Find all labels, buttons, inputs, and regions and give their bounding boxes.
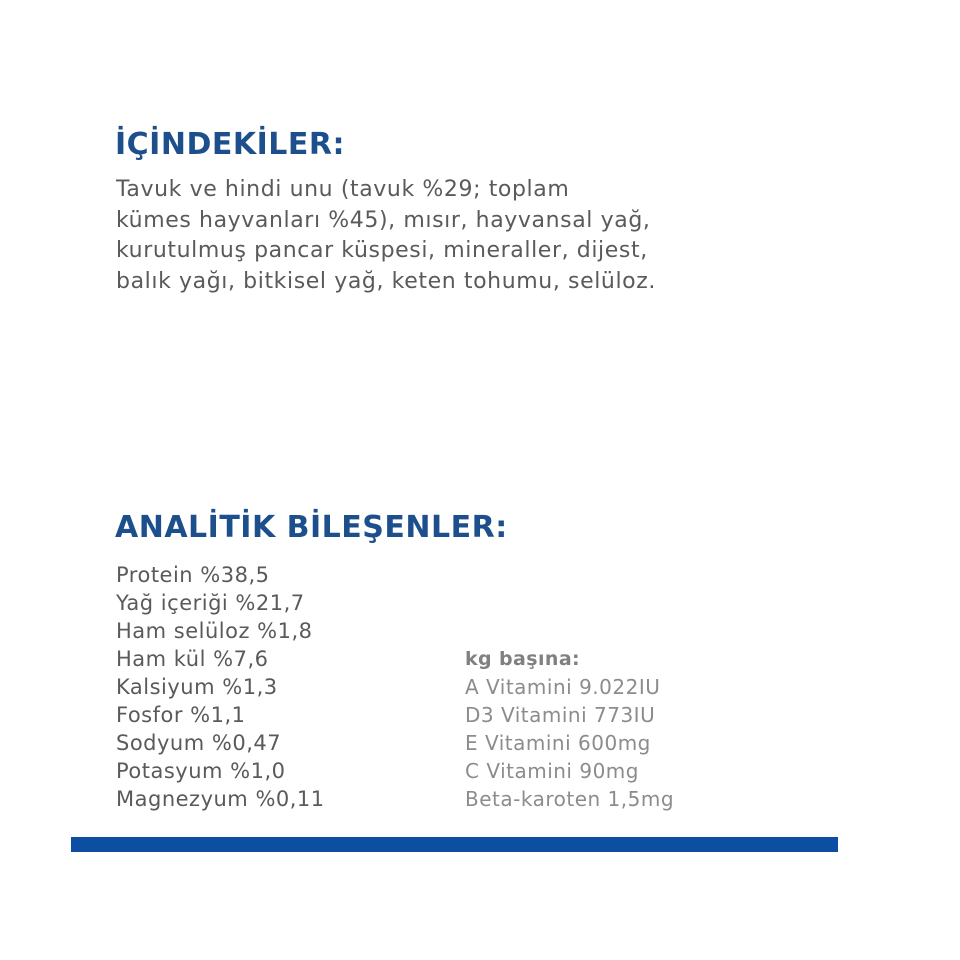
ingredients-heading: İÇİNDEKİLER: bbox=[115, 127, 345, 162]
analytical-constituents-list bbox=[116, 561, 325, 813]
vitamin-d3-item: D3 Vitamini 773IU bbox=[465, 703, 656, 727]
analytical-item-crude-ash: Ham kül %7,6 bbox=[116, 647, 269, 671]
beta-carotene-item: Beta-karoten 1,5mg bbox=[465, 787, 675, 811]
vitamin-e-item: E Vitamini 600mg bbox=[465, 731, 651, 755]
per-kg-list bbox=[465, 673, 674, 813]
analytical-item-crude-fibre: Ham selüloz %1,8 bbox=[116, 619, 313, 643]
analytical-item-sodium: Sodyum %0,47 bbox=[116, 731, 282, 755]
analytical-constituents-heading: ANALİTİK BİLEŞENLER: bbox=[115, 510, 508, 545]
ingredients-line: Tavuk ve hindi unu (tavuk %29; toplam bbox=[116, 177, 570, 202]
analytical-item-potassium: Potasyum %1,0 bbox=[116, 759, 286, 783]
analytical-item-phosphorus: Fosfor %1,1 bbox=[116, 703, 246, 727]
analytical-item-calcium: Kalsiyum %1,3 bbox=[116, 675, 278, 699]
ingredients-paragraph bbox=[116, 175, 656, 297]
ingredients-line: balık yağı, bitkisel yağ, keten tohumu, selüloz. bbox=[116, 268, 656, 294]
analytical-item-protein: Protein %38,5 bbox=[116, 563, 270, 587]
vitamin-a-item: A Vitamini 9.022IU bbox=[465, 675, 661, 699]
per-kg-title: kg başına: bbox=[465, 648, 581, 670]
per-kg-vitamins-block bbox=[465, 645, 674, 813]
analytical-item-magnesium: Magnezyum %0,11 bbox=[116, 787, 325, 811]
ingredients-line: kurutulmuş pancar küspesi, mineraller, dijest, bbox=[116, 238, 648, 263]
footer-accent-bar bbox=[71, 837, 838, 852]
ingredients-line: kümes hayvanları %45), mısır, hayvansal yağ, bbox=[116, 207, 651, 233]
vitamin-c-item: C Vitamini 90mg bbox=[465, 759, 639, 783]
analytical-item-fat: Yağ içeriği %21,7 bbox=[116, 591, 305, 615]
